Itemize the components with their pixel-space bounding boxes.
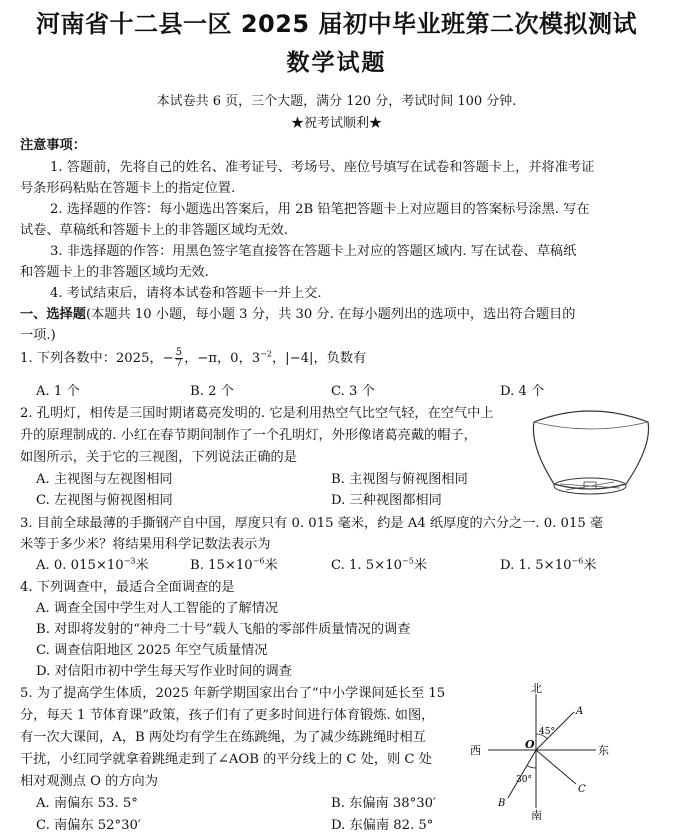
q1-prefix: 1. 下列各数中：2025， bbox=[20, 351, 163, 366]
q5-line: 分，每天 1 节体育课”政策，孩子们有了更多时间进行体育锻炼. 如图， bbox=[20, 708, 435, 723]
lantern-figure bbox=[526, 406, 656, 504]
q3-c-unit: 米 bbox=[413, 558, 427, 573]
q5-line: 5. 为了提高学生体质，2025 年新学期国家出台了“中小学课间延长至 15 bbox=[20, 686, 446, 701]
q3-d-unit: 米 bbox=[583, 558, 597, 573]
q3-d-base: D. 1. 5×10 bbox=[500, 558, 572, 573]
q3-a-unit: 米 bbox=[135, 558, 149, 573]
compass-north: 北 bbox=[531, 682, 542, 695]
compass-east: 东 bbox=[598, 744, 609, 757]
notice-heading: 注意事项： bbox=[20, 138, 86, 153]
q1-option-c: C. 3 个 bbox=[331, 384, 375, 399]
notice-line: 3. 非选择题的作答：用黑色签字笔直接答在答题卡上对应的答题区域内. 写在试卷、草稿纸 bbox=[50, 244, 577, 259]
subject-title: 数学试题 bbox=[286, 50, 387, 76]
q2-option-b: B. 主视图与俯视图相同 bbox=[331, 472, 468, 487]
q3-option-c bbox=[331, 554, 427, 573]
q4-stem: 4. 下列调查中，最适合全面调查的是 bbox=[20, 580, 235, 595]
compass-point-a: A bbox=[576, 706, 584, 717]
q1-suffix: ，|−4|，负数有 bbox=[271, 351, 367, 366]
q3-d-exp: −6 bbox=[571, 556, 584, 566]
compass-figure bbox=[468, 680, 618, 820]
question-1-stem: 1. 下列各数中：2025，− $\frac{5}{7}$ ，−π，0，$3^{-2}$，|−4|，负数有 bbox=[20, 347, 367, 369]
q5-line: 相对观测点 O 的方向为 bbox=[20, 774, 158, 789]
compass-west: 西 bbox=[470, 744, 481, 757]
q1-option-a: A. 1 个 bbox=[36, 384, 80, 399]
q1-exp: −2 bbox=[260, 349, 272, 359]
q2-line: 如图所示，关于它的三视图，下列说法正确的是 bbox=[20, 450, 297, 465]
notice-line: 4. 考试结束后，请将本试卷和答题卡一并上交. bbox=[50, 286, 322, 301]
q4-option-b: B. 对即将发射的“神舟二十号”载人飞船的零部件质量情况的调查 bbox=[36, 622, 411, 637]
q1-option-b: B. 2 个 bbox=[190, 384, 234, 399]
q5-option-c: C. 南偏东 52°30′ bbox=[36, 818, 141, 833]
compass-south: 南 bbox=[531, 809, 542, 820]
q5-option-b: B. 东偏南 38°30′ bbox=[331, 796, 436, 811]
q3-option-b bbox=[190, 554, 278, 573]
q2-option-c: C. 左视图与俯视图相同 bbox=[36, 493, 173, 508]
q3-a-exp: −3 bbox=[123, 556, 136, 566]
q3-c-exp: −5 bbox=[402, 556, 414, 566]
notice-line: 1. 答题前，先将自己的姓名、准考证号、考场号、座位号填写在试卷和答题卡上，并将准考证 bbox=[50, 160, 595, 175]
notice-line: 试卷、草稿纸和答题卡上的非答题区域均无效. bbox=[20, 223, 288, 238]
q3-c-base: C. 1. 5×10 bbox=[331, 558, 402, 573]
notice-line: 2. 选择题的作答：每小题选出答案后，用 2B 铅笔把答题卡上对应题目的答案标号涂黑. 写在 bbox=[50, 202, 590, 217]
q3-b-exp: −6 bbox=[252, 556, 265, 566]
q2-line: 升的原理制成的. 小红在春节期间制作了一个孔明灯，外形像诸葛亮戴的帽子， bbox=[20, 428, 477, 443]
q2-line: 2. 孔明灯，相传是三国时期诸葛亮发明的. 它是利用热空气比空气轻，在空气中上 bbox=[20, 406, 494, 421]
notice-line: 和答题卡上的非答题区域均无效. bbox=[20, 265, 209, 280]
q2-option-d: D. 三种视图都相同 bbox=[331, 493, 442, 508]
q3-b-unit: 米 bbox=[264, 558, 278, 573]
section-desc-cont: 一项.) bbox=[20, 328, 56, 343]
compass-origin: O bbox=[525, 738, 535, 751]
q1-frac-num: 5 bbox=[175, 347, 183, 358]
q5-option-a: A. 南偏东 53. 5° bbox=[36, 796, 138, 811]
exam-wish: ★祝考试顺利★ bbox=[290, 116, 382, 131]
q1-mid: ，−π，0，3 bbox=[184, 351, 261, 366]
compass-angle-a: 45° bbox=[539, 727, 555, 737]
exam-info: 本试卷共 6 页，三个大题，满分 120 分，考试时间 100 分钟. bbox=[156, 94, 517, 109]
exam-title: 河南省十二县一区 2025 届初中毕业班第二次模拟测试 bbox=[35, 10, 637, 38]
q3-a-base: A. 0. 015×10 bbox=[36, 558, 124, 573]
q3-option-d bbox=[500, 554, 596, 573]
q5-option-d: D. 东偏南 82. 5° bbox=[331, 818, 434, 833]
q1-option-d: D. 4 个 bbox=[500, 384, 545, 399]
q2-option-a: A. 主视图与左视图相同 bbox=[36, 472, 173, 487]
q4-option-c: C. 调查信阳地区 2025 年空气质量情况 bbox=[36, 643, 268, 658]
q3-option-a bbox=[36, 554, 149, 573]
q5-line: 干扰，小红同学就拿着跳绳走到了∠AOB 的平分线上的 C 处，则 C 处 bbox=[20, 752, 432, 767]
section-heading bbox=[20, 303, 575, 322]
q1-frac-den: 7 bbox=[175, 358, 183, 369]
compass-point-c: C bbox=[578, 784, 586, 795]
q3-b-base: B. 15×10 bbox=[190, 558, 253, 573]
q5-line: 有一次大课间，A，B 两处均有学生在练跳绳，为了减少练跳绳时相互 bbox=[20, 730, 426, 745]
section-title: 一、选择题 bbox=[20, 307, 86, 322]
compass-angle-b: 30° bbox=[516, 775, 532, 785]
q3-line1: 3. 目前全球最薄的手撕钢产自中国，厚度只有 0. 015 毫米，约是 A4 纸厚度的六分之一. 0. 015 毫 bbox=[20, 516, 604, 531]
q4-option-a: A. 调查全国中学生对人工智能的了解情况 bbox=[36, 601, 279, 616]
section-desc: (本题共 10 小题，每小题 3 分，共 30 分. 在每小题列出的选项中，选出符合题目的 bbox=[85, 307, 576, 322]
q4-option-d: D. 对信阳市初中学生每天写作业时间的调查 bbox=[36, 664, 292, 679]
q3-line2: 米等于多少米？将结果用科学记数法表示为 bbox=[20, 537, 271, 552]
compass-point-b: B bbox=[498, 798, 506, 809]
notice-line: 号条形码粘贴在答题卡上的指定位置. bbox=[20, 181, 236, 196]
q1-fraction bbox=[175, 348, 183, 369]
